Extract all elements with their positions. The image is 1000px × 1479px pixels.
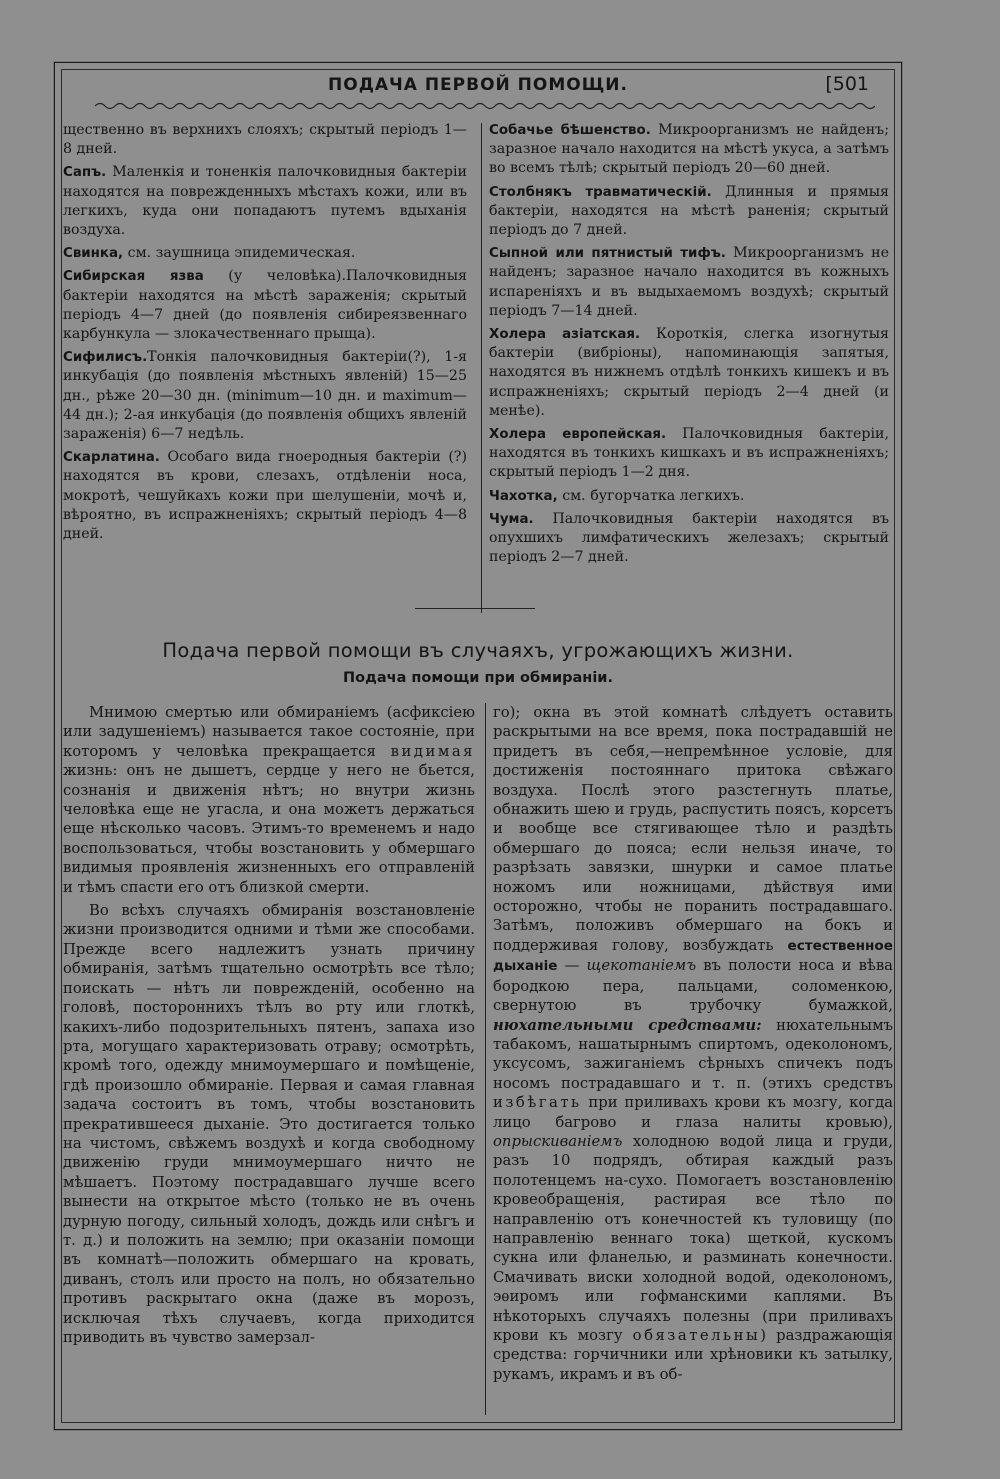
entry-holera-az: Холера азіатская. Короткія, слегка изогнутыя бактеріи (вибріоны), напоминающія запятыя, находятся въ нижнемъ отдѣлѣ тонкихъ кишекъ и въ испражненіяхъ; скрытый періодъ 2—4 дней (и менѣе). bbox=[489, 326, 889, 419]
section-divider bbox=[415, 608, 535, 609]
entry-sib-yazva: Сибирская язва (у человѣка).Палочковидныя бактеріи находятся на мѣстѣ зараженія; скрытый періодъ 4—7 дней (до появленія сибиреязвеннаго карбункула — злокачественнаго прыща). bbox=[63, 268, 467, 343]
entry-chuma: Чума. Палочковидныя бактеріи находятся въ опухшихъ лимфатическихъ железахъ; скрытый періодъ 2—7 дней. bbox=[489, 510, 889, 566]
entry-skarlatina: Скарлатина. Особаго вида гноеродныя бактеріи (?) находятся въ крови, слезахъ, отдѣленіи носа, мокротѣ, чешуйкахъ кожи при шелушеніи, мочѣ и, вѣроятно, въ испражненіяхъ; скрытый періодъ 4—8 дней. bbox=[63, 449, 467, 543]
section-subtitle: Подача помощи при обмираніи. bbox=[343, 670, 613, 686]
running-title: ПОДАЧА ПЕРВОЙ ПОМОЩИ. bbox=[328, 75, 628, 95]
page-frame bbox=[54, 62, 902, 1430]
top-left-column bbox=[63, 121, 467, 548]
top-column-divider bbox=[481, 123, 482, 613]
entry-chahotka: Чахотка, см. бугорчатка легкихъ. bbox=[489, 487, 745, 504]
page-number: [501 bbox=[825, 73, 869, 95]
entry-svinka: Свинка, см. заушница эпидемическая. bbox=[63, 245, 356, 262]
entry-tif: Сыпной или пятнистый тифъ. Микроорганизмъ не найденъ; заразное начало находится въ кожныхъ испареніяхъ и въ выдыхаемомъ воздухѣ; скрытый періодъ 7—14 дней. bbox=[489, 245, 889, 319]
paragraph-2: Во всѣхъ случаяхъ обмиранія возстановленіе жизни производится одними и тѣми же способами. Прежде всего надлежитъ узнать причину обмиранія, затѣмъ тщательно осмотрѣть все тѣло; поискать — нѣтъ ли поврежденій, особенно на головѣ, постороннихъ тѣлъ во рту или глоткѣ, какихъ-либо подозрительныхъ пятенъ, запаха изо рта, могущаго характеризовать отраву; осмотрѣть, кромѣ того, одежду мнимоумершаго и помѣщеніе, гдѣ произошло обмираніе. Первая и самая главная задача состоитъ въ томъ, чтобы возстановить прекратившееся дыханіе. Это достигается только на чистомъ, свѣжемъ воздухѣ и когда свободному движенію груди мнимоумершаго ничто не мѣшаетъ. Поэтому пострадавшаго лучше всего вынести на открытое мѣсто (только не въ очень дурную погоду, сильный холодъ, дождь или снѣгъ и т. д.) и положить на землю; при оказаніи помощи въ комнатѣ—положить обмершаго на кровать, диванъ, столъ или просто на полъ, но обязательно противъ раскрытаго окна (даже въ морозъ, исключая тѣхъ случаевъ, когда приходится приводить въ чувство замерзал- bbox=[63, 902, 475, 1346]
section-title: Подача первой помощи въ случаяхъ, угрожающихъ жизни. bbox=[162, 639, 794, 662]
paragraph-3: го); окна въ этой комнатѣ слѣдуетъ оставить раскрытыми на все время, пока пострадавшій не придетъ въ себя,—непремѣнное условіе, для достиженія постояннаго притока свѣжаго воздуха. Послѣ этого разстегнуть платье, обнажить шею и грудь, распустить поясъ, корсетъ и вообще все стягивающее тѣло и раздѣть обмершаго до пояса; если нельзя иначе, то разрѣзать завязки, шнурки и самое платье ножомъ или ножницами, дѣйствуя ими осторожно, чтобы не поранить пострадавшаго. Затѣмъ, положивъ обмершаго на бокъ и поддерживая голову, возбуждать естественное дыханіе — щекотаніемъ въ полости носа и вѣва бородкою пера, пальцами, соломенкою, свернутою въ трубочку бумажкой, нюхательными средствами: нюхательнымъ табакомъ, нашатырнымъ спиртомъ, одеколономъ, уксусомъ, зажиганіемъ сѣрныхъ спичекъ подъ носомъ пострадавшаго и т. п. (этихъ средствъ избѣгать при приливахъ крови къ мозгу, когда лицо багрово и глаза налиты кровью), опрыскиваніемъ холодною водой лица и груди, разъ 10 подрядъ, обтирая каждый разъ полотенцемъ на-сухо. Помогаетъ возстановленію кровеобращенія, растирая все тѣло по направленію отъ конечностей къ туловищу (по направленію веннаго тока) щеткой, кускомъ сукна или фланелью, и разминать конечности. Смачивать виски холодной водой, одеколономъ, эѳиромъ или гофманскими каплями. Въ нѣкоторыхъ случаяхъ полезны (при приливахъ крови къ мозгу обязательны) раздражающія средства: горчичники или хрѣновики къ затылку, рукамъ, икрамъ и въ об- bbox=[493, 704, 894, 1383]
entry-0: щественно въ верхнихъ слояхъ; скрытый періодъ 1—8 дней. bbox=[63, 122, 467, 158]
bottom-column-divider bbox=[485, 703, 486, 1415]
wavy-rule bbox=[95, 99, 875, 113]
paragraph-1: Мнимою смертью или обмираніемъ (асфиксіею или задушеніемъ) называется такое состояніе, при которомъ у человѣка прекращается видимая жизнь: онъ не дышетъ, сердце у него не бьется, сознанія и движенія нѣтъ; но внутри жизнь человѣка еще не угасла, и она можетъ держаться еще нѣсколько часовъ. Этимъ-то временемъ и надо воспользоваться, чтобы возстановить у обмершаго видимыя проявленія жизненныхъ его отправленій и тѣмъ спасти его отъ близкой смерти. bbox=[63, 704, 475, 896]
top-right-column bbox=[489, 121, 889, 571]
entry-holera-evr: Холера европейская. Палочковидныя бактеріи, находятся въ тонкихъ кишкахъ и въ испражненіяхъ; скрытый періодъ 1—2 дня. bbox=[489, 426, 890, 481]
bottom-left-column bbox=[63, 703, 475, 1351]
bottom-right-column bbox=[493, 703, 893, 1388]
entry-stolbnyak: Столбнякъ травматическій. Длинныя и прямыя бактеріи, находятся на мѣстѣ раненія; скрытый періодъ до 7 дней. bbox=[489, 183, 889, 239]
entry-sap: Сапъ. Маленкія и тоненкія палочковидныя бактеріи находятся на поврежденныхъ мѣстахъ кожи, или въ легкихъ, куда они попадаютъ путемъ вдыханія воздуха. bbox=[63, 164, 468, 239]
entry-sifilis: Сифилисъ.Тонкія палочковидныя бактеріи(?), 1-я инкубація (до появленія мѣстныхъ явленій) 15—25 дн., рѣже 20—30 дн. (minimum—10 дн. и maximum—44 дн.); 2-ая инкубація (до появленія общихъ явленій зараженія) 6—7 недѣль. bbox=[63, 349, 467, 443]
entry-beshenstvo: Собачье бѣшенство. Микроорганизмъ не найденъ; заразное начало находится на мѣстѣ укуса, а затѣмъ во всемъ тѣлѣ; скрытый періодъ 20—60 дней. bbox=[489, 122, 889, 177]
